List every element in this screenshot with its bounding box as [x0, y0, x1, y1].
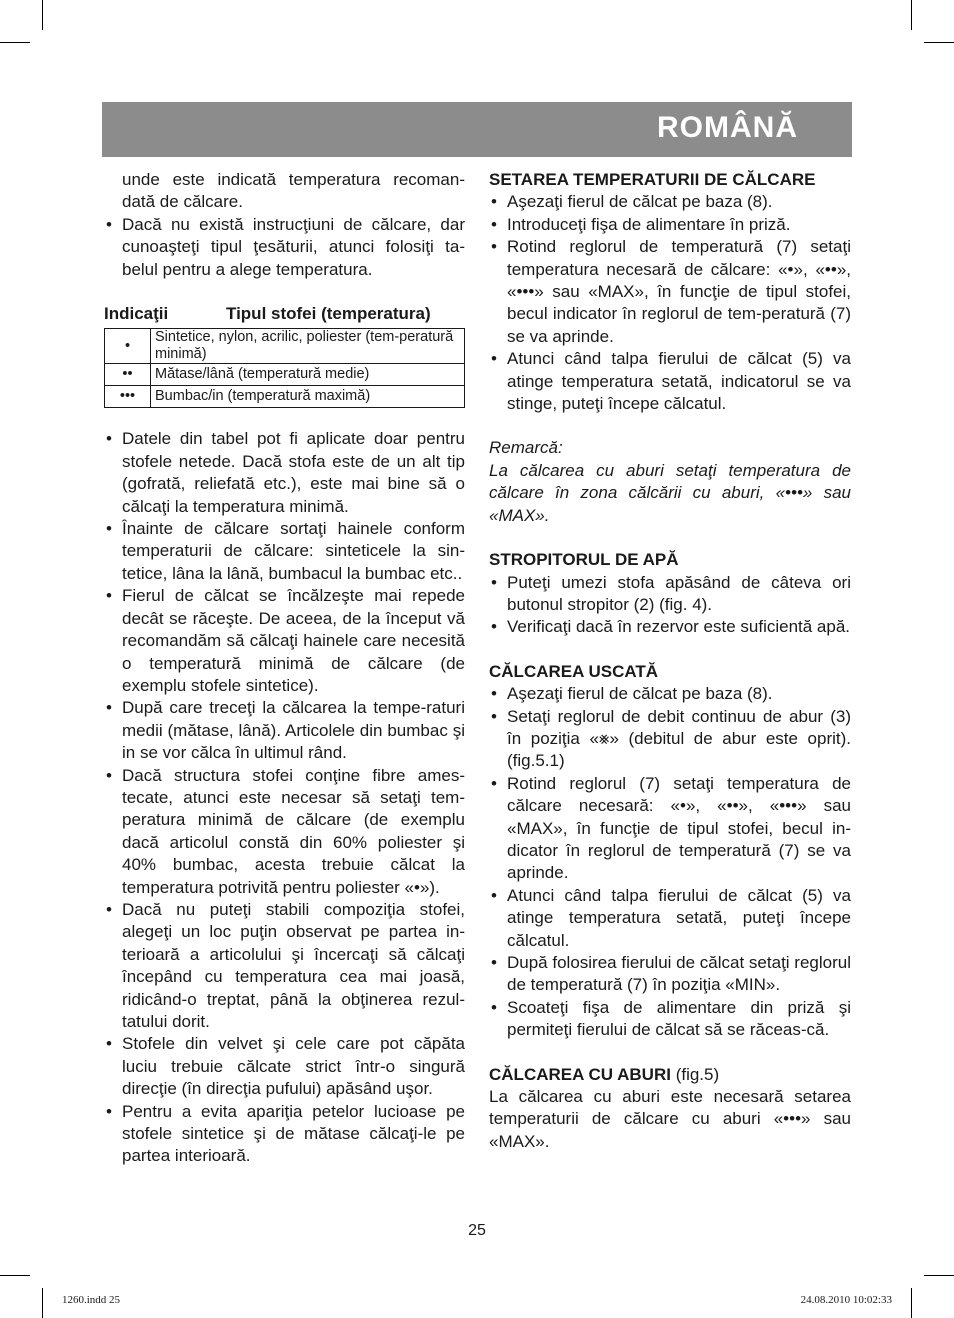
table-row — [105, 364, 465, 386]
list-item: • Stofele din velvet şi cele care pot căpăta luciu trebuie călcate strict într-o singură direcţie (în direcţia pufului) apăsând uşor. — [104, 1033, 465, 1100]
language-header-bar — [102, 102, 852, 157]
table-cell-description: Mătase/lână (temperatură medie) — [151, 364, 465, 386]
footer-file-info: 1260.indd 25 — [62, 1294, 121, 1306]
list-item: • Scoateţi fişa de alimentare din priză şi permiteţi fierului de călcat să se răceas-că. — [489, 997, 851, 1042]
table-cell-description: Bumbac/in (temperatură maximă) — [151, 386, 465, 408]
list-item: • Pentru a evita apariţia petelor lucioase pe stofele sintetice şi de mătase călcaţi-le pe partea interioară. — [104, 1101, 465, 1168]
list-item: • Setaţi reglorul de debit continuu de abur (3) în poziţia «⨳» (debitul de abur este oprit). (fig.5.1) — [489, 706, 851, 773]
list-item: • Aşezaţi fierul de călcat pe baza (8). — [489, 191, 851, 213]
section-heading-sprayer: STROPITORUL DE APĂ — [489, 550, 679, 570]
list-item: • Aşezaţi fierul de călcat pe baza (8). — [489, 683, 851, 705]
table-cell-symbol: ••• — [105, 386, 151, 408]
note-title: Remarcă: — [489, 438, 563, 458]
crop-mark — [42, 1288, 43, 1318]
list-item: • Dacă nu există instrucţiuni de călcare, dar cunoaşteţi tipul ţesăturii, atunci folosiţi ta-belul pentru a alege temperatura. — [104, 214, 465, 281]
section-heading-figure-ref: (fig.5) — [675, 1064, 720, 1084]
list-item: • Dacă structura stofei conţine fibre ames-tecate, atunci este necesar să setaţi tem-peratura minimă de călcare (de exemplu dacă articolul constă din 60% poliester şi 40% bumbac, acesta trebuie călcat la temperatura potrivită pentru poliester «•»). — [104, 765, 465, 899]
list-item: • Dacă nu puteţi stabili compoziţia stofei, alegeţi un loc puţin observat pe partea in-terioară a articolului şi încercaţi să călcaţi începând cu temperatura cea mai joasă, ridicând-o treptat, până la obţinerea rezul-tatului dorit. — [104, 899, 465, 1033]
left-column — [104, 169, 465, 1168]
list-item: • Rotind reglorul (7) setaţi temperatura de călcare necesară: «•», «••», «•••» sau «MAX», în funcţie de tipul stofei, becul in-dicator în reglorul de temperatură (7) se va aprinde. — [489, 773, 851, 885]
crop-mark — [0, 42, 30, 43]
section-heading-dry-ironing: CĂLCAREA USCATĂ — [489, 661, 659, 681]
crop-mark — [42, 0, 43, 30]
crop-mark — [924, 42, 954, 43]
table-cell-symbol: • — [105, 329, 151, 364]
section-heading-temperature: SETAREA TEMPERATURII DE CĂLCARE — [489, 170, 816, 189]
table-cell-description: Sintetice, nylon, acrilic, poliester (tem-peratură minimă) — [151, 329, 465, 364]
list-item: • Fierul de călcat se încălzeşte mai repede decât se răceşte. De aceea, de la început vă recomandăm să călcaţi hainele care necesită o temperatură minimă de călcare (de exemplu stofele sintetice). — [104, 585, 465, 697]
page-number: 25 — [468, 1222, 486, 1239]
table-header — [104, 303, 465, 325]
crop-mark — [911, 0, 912, 30]
list-item: • Puteţi umezi stofa apăsând de câteva ori butonul stropitor (2) (fig. 4). — [489, 572, 851, 617]
list-item: • Atunci când talpa fierului de călcat (5) va atinge temperatura setată, indicatorul se va stinge, puteţi începe călcatul. — [489, 348, 851, 415]
list-item: • După folosirea fierului de călcat setaţi reglorul de temperatură (7) în poziţia «MIN». — [489, 952, 851, 997]
intro-text: unde este indicată temperatura recoman-dată de călcare. — [122, 170, 465, 212]
crop-mark — [0, 1275, 30, 1276]
table-row — [105, 386, 465, 408]
language-title: ROMÂNĂ — [657, 111, 798, 144]
list-item: • Înainte de călcare sortaţi hainele conform temperaturii de călcare: sinteticele la sin-tetice, lâna la lână, bumbacul la bumbac etc.. — [104, 518, 465, 585]
right-column — [489, 169, 851, 1153]
table-header-indications: Indicaţii — [104, 304, 169, 324]
section-heading-steam-ironing — [489, 1064, 851, 1086]
table-cell-symbol: •• — [105, 364, 151, 386]
table-header-fabric-type: Tipul stofei (temperatura) — [226, 304, 431, 324]
crop-mark — [924, 1275, 954, 1276]
table-row — [105, 329, 465, 364]
temperature-table — [104, 328, 465, 408]
list-item: • Verificaţi dacă în rezervor este suficientă apă. — [489, 616, 851, 638]
list-item: • Atunci când talpa fierului de călcat (5) va atinge temperatura setată, puteţi începe călcatul. — [489, 885, 851, 952]
note-text: La călcarea cu aburi setaţi temperatura de călcare în zona călcării cu aburi, «•••» sau «MAX». — [489, 460, 851, 525]
section-heading-steam-ironing-title: CĂLCAREA CU ABURI — [489, 1064, 671, 1084]
list-item: • Datele din tabel pot fi aplicate doar pentru stofele netede. Dacă stofa este de un alt tip (gofrată, reliefată etc.), este mai bine să o călcaţi la temperatura minimă. — [104, 428, 465, 518]
list-item: • După care treceţi la călcarea la tempe-raturi medii (mătase, lână). Articolele din bumbac şi in se vor călca în ultimul rând. — [104, 697, 465, 764]
list-item: • Introduceţi fişa de alimentare în priză. — [489, 214, 851, 236]
list-item: • Rotind reglorul de temperatură (7) setaţi temperatura necesară de călcare: «•», «••», «•••» sau «MAX», în funcţie de tipul stofei, becul indicator în reglorul de tem-peratură (7) se va aprinde. — [489, 236, 851, 348]
steam-ironing-text: La călcarea cu aburi este necesară setarea temperaturii de călcare cu aburi «•••» sau «MAX». — [489, 1087, 851, 1151]
footer-date-info: 24.08.2010 10:02:33 — [800, 1294, 892, 1306]
crop-mark — [911, 1288, 912, 1318]
